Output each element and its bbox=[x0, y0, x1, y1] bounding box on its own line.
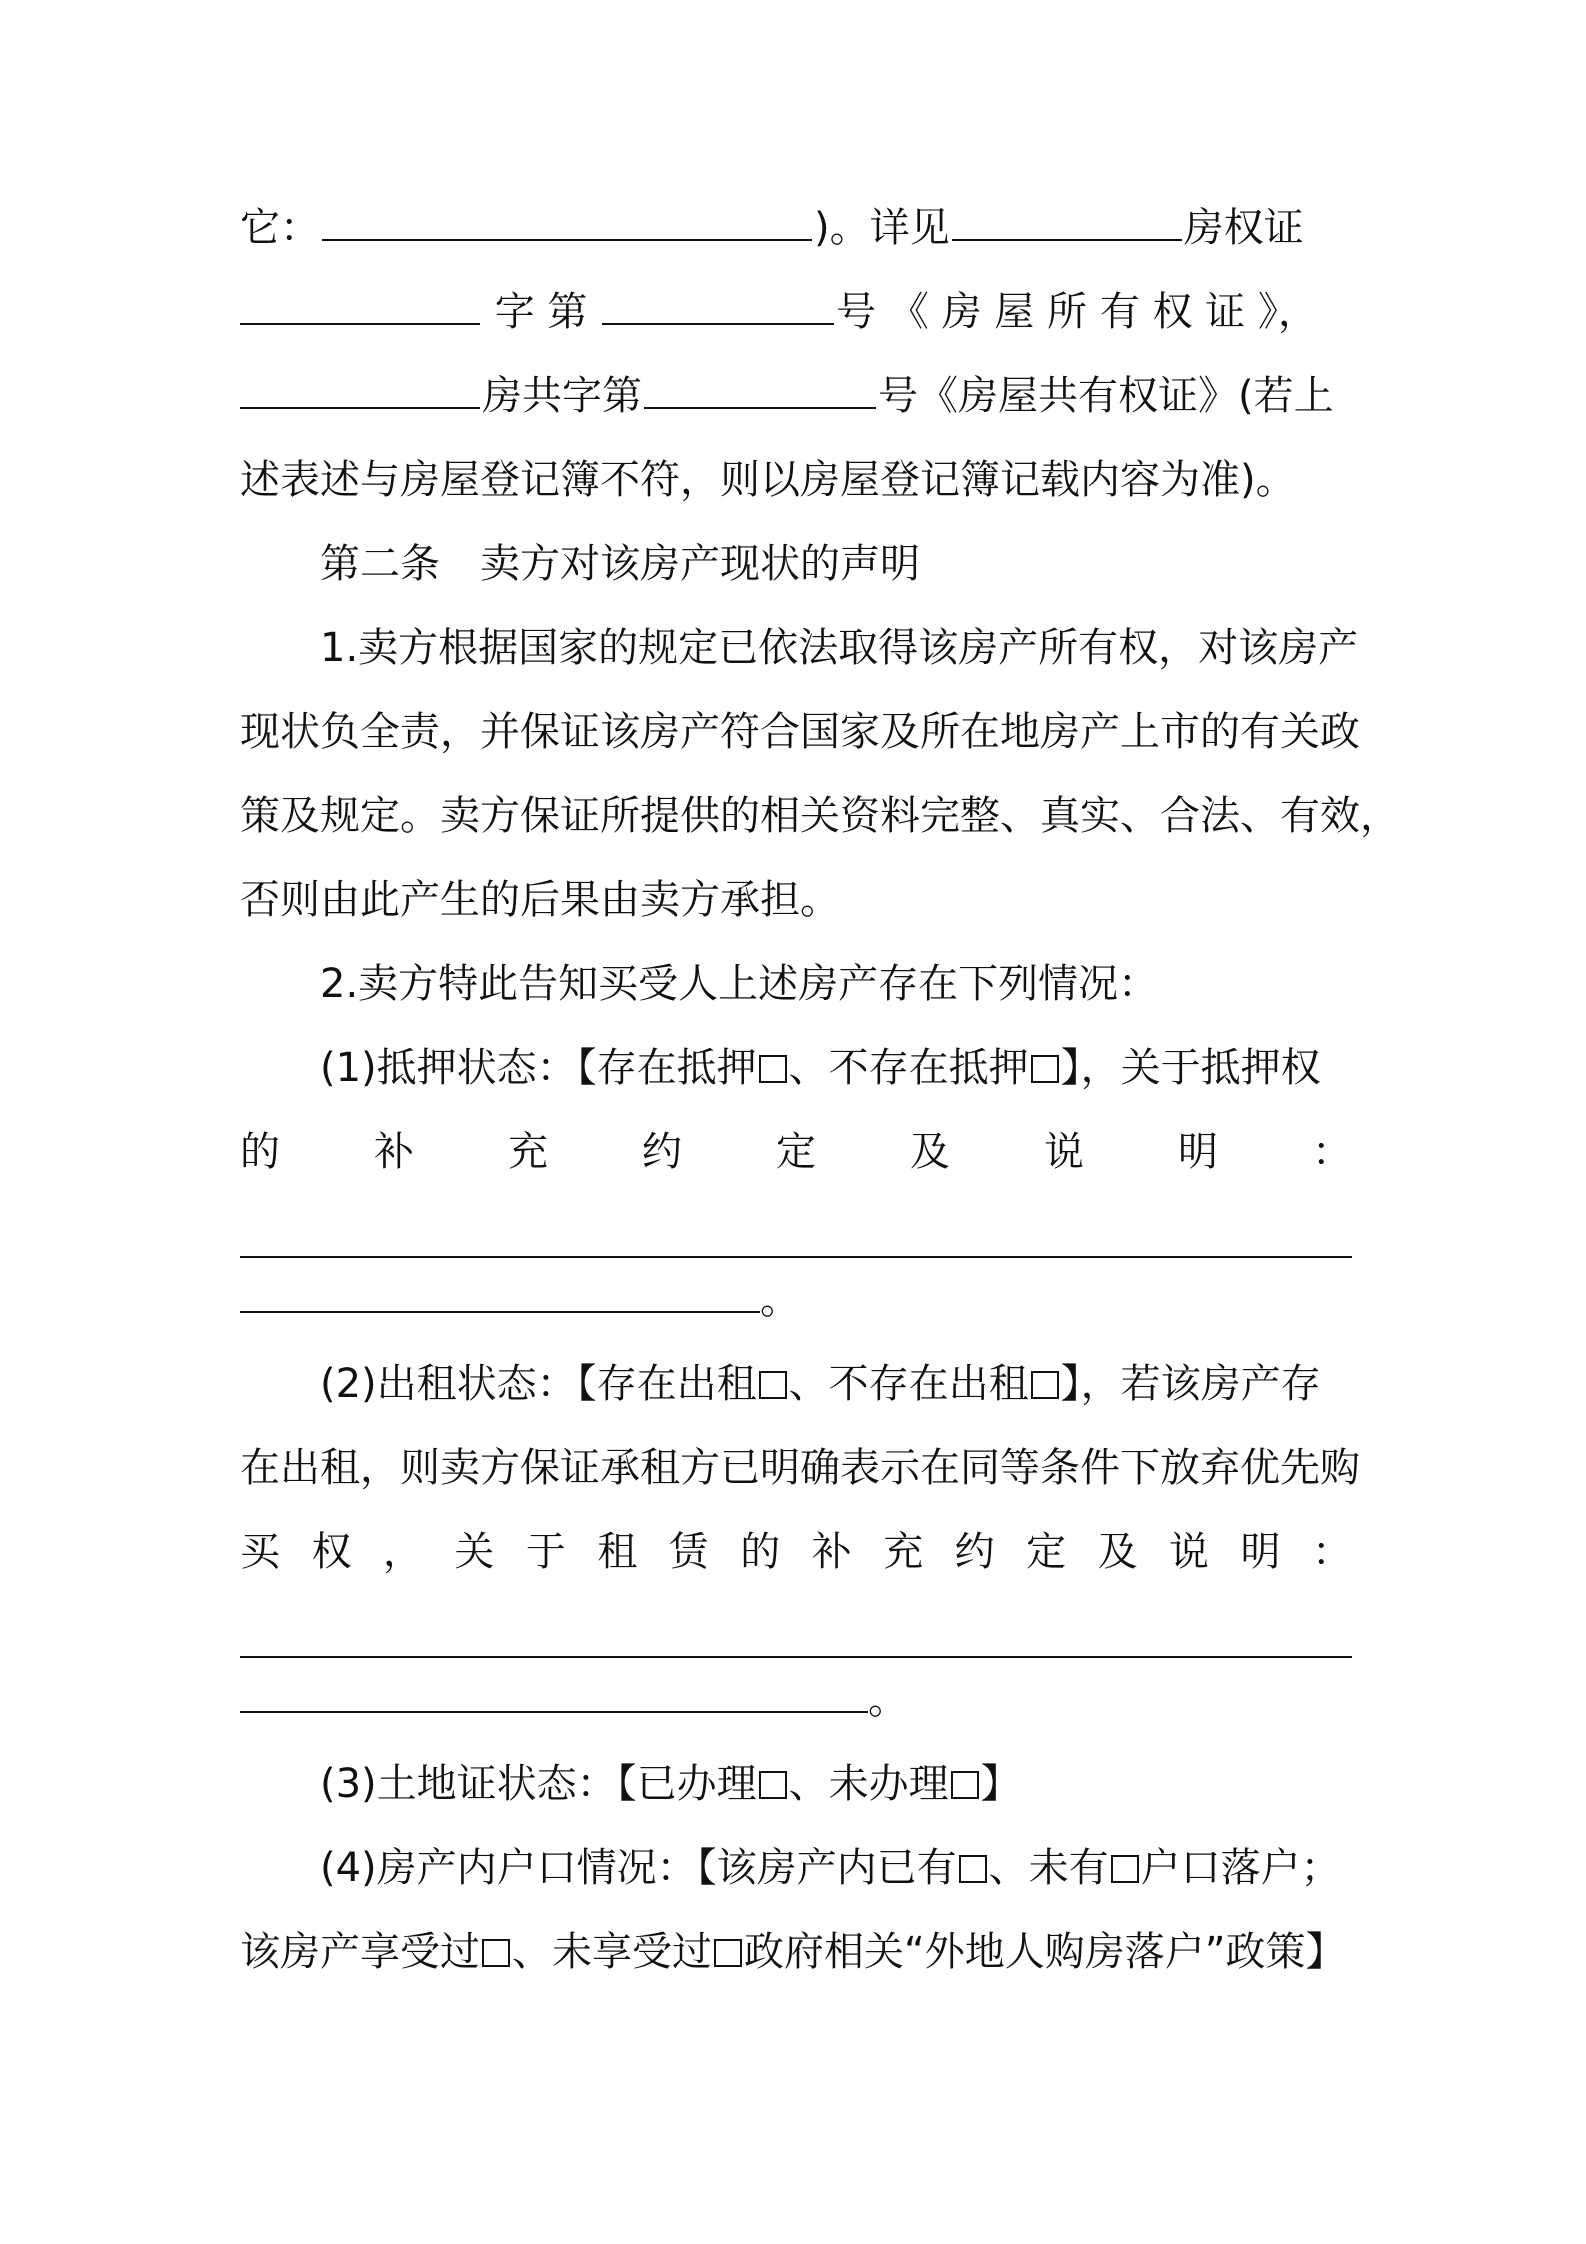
lease-notes-end-line bbox=[240, 1658, 1352, 1742]
blank-other[interactable] bbox=[322, 209, 812, 241]
property-cert-line-1 bbox=[240, 186, 1352, 270]
text: 。 bbox=[868, 1677, 908, 1723]
text: 户口落户； bbox=[1140, 1845, 1341, 1891]
text: 房共字第 bbox=[482, 373, 642, 419]
land-cert-status-line bbox=[240, 1742, 1352, 1826]
blank-cert-prefix[interactable] bbox=[240, 293, 480, 325]
blank-cert-region[interactable] bbox=[952, 209, 1182, 241]
text: )。详见 bbox=[814, 205, 950, 251]
checkbox-land-not-done[interactable] bbox=[951, 1771, 979, 1799]
checkbox-policy-not-enjoyed[interactable] bbox=[714, 1939, 742, 1967]
mortgage-notes-end-line bbox=[240, 1258, 1352, 1342]
article-2-title: 第二条 卖方对该房产现状的声明 bbox=[320, 541, 920, 587]
checkbox-mortgage-exists[interactable] bbox=[759, 1055, 787, 1083]
mortgage-notes-label: 的 补 充 约 定 及 说 明 ： bbox=[240, 1129, 1352, 1175]
text: 、未办理 bbox=[788, 1761, 949, 1807]
checkbox-hukou-none[interactable] bbox=[1111, 1855, 1139, 1883]
text: (1)抵押状态：【存在抵押 bbox=[320, 1045, 757, 1091]
blank-cert-number[interactable] bbox=[602, 293, 834, 325]
text: 号 《 房 屋 所 有 权 证 》， bbox=[836, 289, 1318, 335]
blank-lease-notes-2[interactable] bbox=[240, 1681, 868, 1713]
text: (2)出租状态：【存在出租 bbox=[320, 1361, 757, 1407]
text: 字 第 bbox=[494, 289, 588, 335]
text: 该房产享受过 bbox=[240, 1929, 480, 1975]
text: 政府相关“外地人购房落户”政策】 bbox=[744, 1929, 1346, 1975]
lease-line-2: 在出租，则卖方保证承租方已明确表示在同等条件下放弃优先购 bbox=[240, 1445, 1360, 1491]
text: 、未有 bbox=[988, 1845, 1109, 1891]
text: 、不存在出租 bbox=[788, 1361, 1029, 1407]
checkbox-mortgage-none[interactable] bbox=[1031, 1055, 1059, 1083]
checkbox-lease-none[interactable] bbox=[1031, 1371, 1059, 1399]
mortgage-status-line bbox=[240, 1026, 1352, 1110]
hukou-line-1 bbox=[240, 1826, 1352, 1910]
blank-coowner-number[interactable] bbox=[644, 377, 876, 409]
item-1-line-4: 否则由此产生的后果由卖方承担。 bbox=[240, 877, 840, 923]
blank-mortgage-notes-1[interactable] bbox=[240, 1194, 1352, 1258]
blank-mortgage-notes-2[interactable] bbox=[240, 1281, 760, 1313]
property-cert-line-4: 述表述与房屋登记簿不符，则以房屋登记簿记载内容为准)。 bbox=[240, 457, 1296, 503]
text: 它： bbox=[240, 205, 320, 251]
text: (4)房产内户口情况：【该房产内已有 bbox=[320, 1845, 957, 1891]
property-cert-line-3 bbox=[240, 354, 1352, 438]
checkbox-policy-enjoyed[interactable] bbox=[482, 1939, 510, 1967]
document-body bbox=[240, 186, 1400, 1994]
item-1-line-1: 1.卖方根据国家的规定已依法取得该房产所有权，对该房产 bbox=[320, 625, 1359, 671]
text: 房权证 bbox=[1183, 205, 1304, 251]
checkbox-hukou-has[interactable] bbox=[959, 1855, 987, 1883]
text: 、未享受过 bbox=[512, 1929, 712, 1975]
blank-coowner-prefix[interactable] bbox=[240, 377, 480, 409]
checkbox-lease-exists[interactable] bbox=[759, 1371, 787, 1399]
text: 、不存在抵押 bbox=[788, 1045, 1029, 1091]
property-cert-line-2 bbox=[240, 270, 1352, 354]
lease-notes-label: 买 权 ， 关 于 租 赁 的 补 充 约 定 及 说 明 ： bbox=[240, 1529, 1352, 1575]
text: 】，关于抵押权 bbox=[1060, 1045, 1321, 1091]
item-1-line-3: 策及规定。卖方保证所提供的相关资料完整、真实、合法、有效， bbox=[240, 793, 1400, 839]
blank-lease-notes-1[interactable] bbox=[240, 1594, 1352, 1658]
text: 】，若该房产存 bbox=[1060, 1361, 1321, 1407]
item-1-line-2: 现状负全责，并保证该房产符合国家及所在地房产上市的有关政 bbox=[240, 709, 1360, 755]
lease-status-line bbox=[240, 1342, 1352, 1426]
item-2-intro: 2.卖方特此告知买受人上述房产存在下列情况： bbox=[320, 961, 1159, 1007]
checkbox-land-done[interactable] bbox=[759, 1771, 787, 1799]
text: 。 bbox=[760, 1277, 800, 1323]
hukou-line-2 bbox=[240, 1910, 1352, 1994]
text: 号《房屋共有权证》(若上 bbox=[878, 373, 1334, 419]
text: 】 bbox=[980, 1761, 1021, 1807]
text: (3)土地证状态：【已办理 bbox=[320, 1761, 757, 1807]
